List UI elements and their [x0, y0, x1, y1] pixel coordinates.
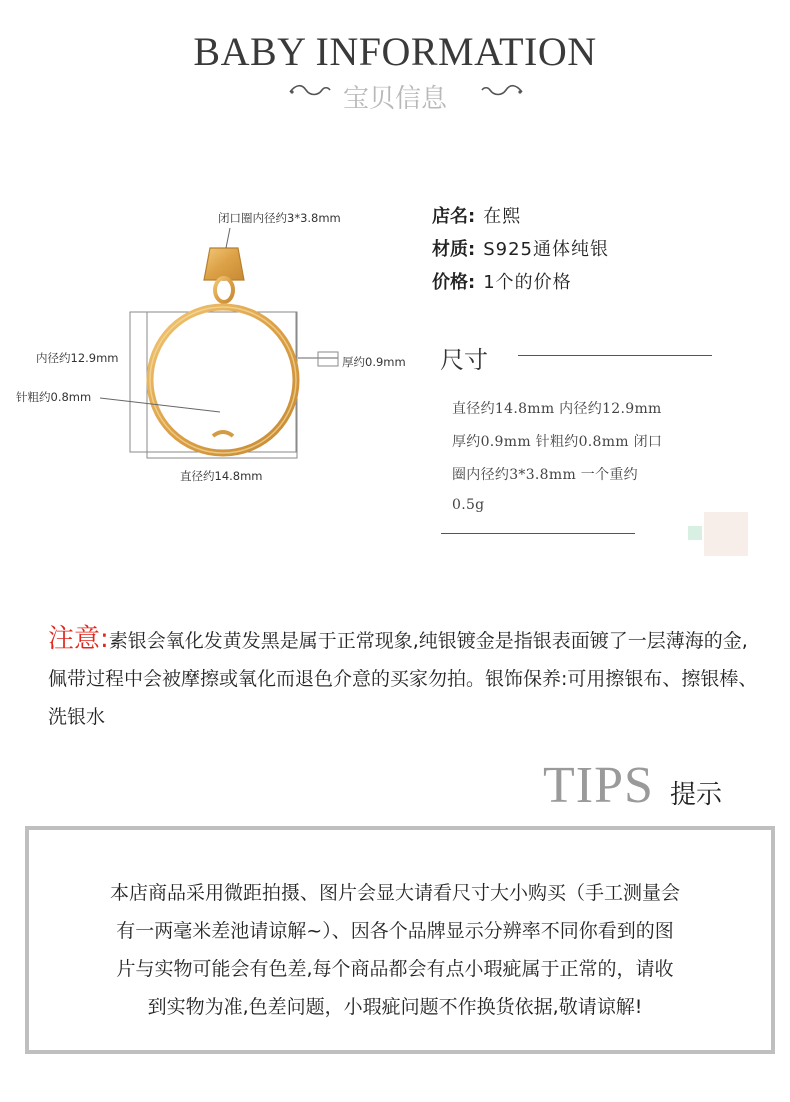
page-subtitle: 宝贝信息	[342, 84, 447, 114]
opening-label: 闭口圈内径约3*3.8mm	[218, 211, 341, 225]
spec-line: 直径约14.8mm 内径约12.9mm	[452, 401, 662, 417]
price-value: 1个的价格	[483, 272, 572, 293]
swirl-right-icon	[480, 82, 524, 100]
tips-line: 有一两毫米差池请谅解~）、因各个品牌显示分辨率不同你看到的图	[116, 920, 674, 942]
notice-body: 素银会氧化发黄发黑是属于正常现象,纯银镀金是指银表面镀了一层薄海的金,佩带过程中会被摩擦或氧化而退色介意的买家勿拍。银饰保养:可用擦银布、擦银棒、洗银水	[48, 630, 758, 728]
material-label: 材质:	[432, 239, 476, 260]
notice-title: 注意:	[48, 624, 109, 654]
decor-square	[688, 526, 702, 540]
notice-paragraph	[48, 620, 758, 736]
tips-line: 片与实物可能会有色差,每个商品都会有点小瑕疵属于正常的，请收	[116, 958, 674, 980]
spec-line: 0.5g	[452, 497, 485, 513]
price-label: 价格:	[432, 272, 476, 293]
thickness-label: 厚约0.9mm	[342, 355, 406, 369]
spec-line: 厚约0.9mm 针粗约0.8mm 闭口	[452, 434, 663, 450]
price-row	[432, 268, 572, 294]
material-row	[432, 235, 609, 261]
product-diagram	[0, 190, 430, 500]
tips-line: 本店商品采用微距拍摄、图片会显大请看尺寸大小购买（手工测量会	[109, 882, 680, 904]
store-row	[432, 202, 521, 228]
spec-divider	[441, 533, 635, 534]
tips-line: 到实物为准,色差问题，小瑕疵问题不作换货依据,敬请谅解!	[147, 996, 643, 1018]
tips-subtitle: 提示	[670, 780, 723, 810]
material-value: S925通体纯银	[483, 239, 609, 260]
jump-ring-shape	[215, 278, 233, 302]
inner-diameter-label: 内径约12.9mm	[36, 351, 119, 365]
size-title: 尺寸	[440, 346, 488, 374]
diameter-label: 直径约14.8mm	[180, 469, 263, 483]
size-divider	[518, 355, 712, 356]
tips-title: TIPS	[543, 757, 654, 814]
spec-line: 圈内径约3*3.8mm 一个重约	[452, 467, 638, 483]
store-label: 店名:	[432, 206, 476, 227]
page-title: BABY INFORMATION	[193, 29, 597, 74]
pin-label: 针粗约0.8mm	[16, 390, 92, 404]
bail-shape	[204, 248, 244, 280]
tips-text	[60, 874, 730, 1026]
store-value: 在熙	[483, 206, 522, 227]
decor-square	[704, 512, 748, 556]
